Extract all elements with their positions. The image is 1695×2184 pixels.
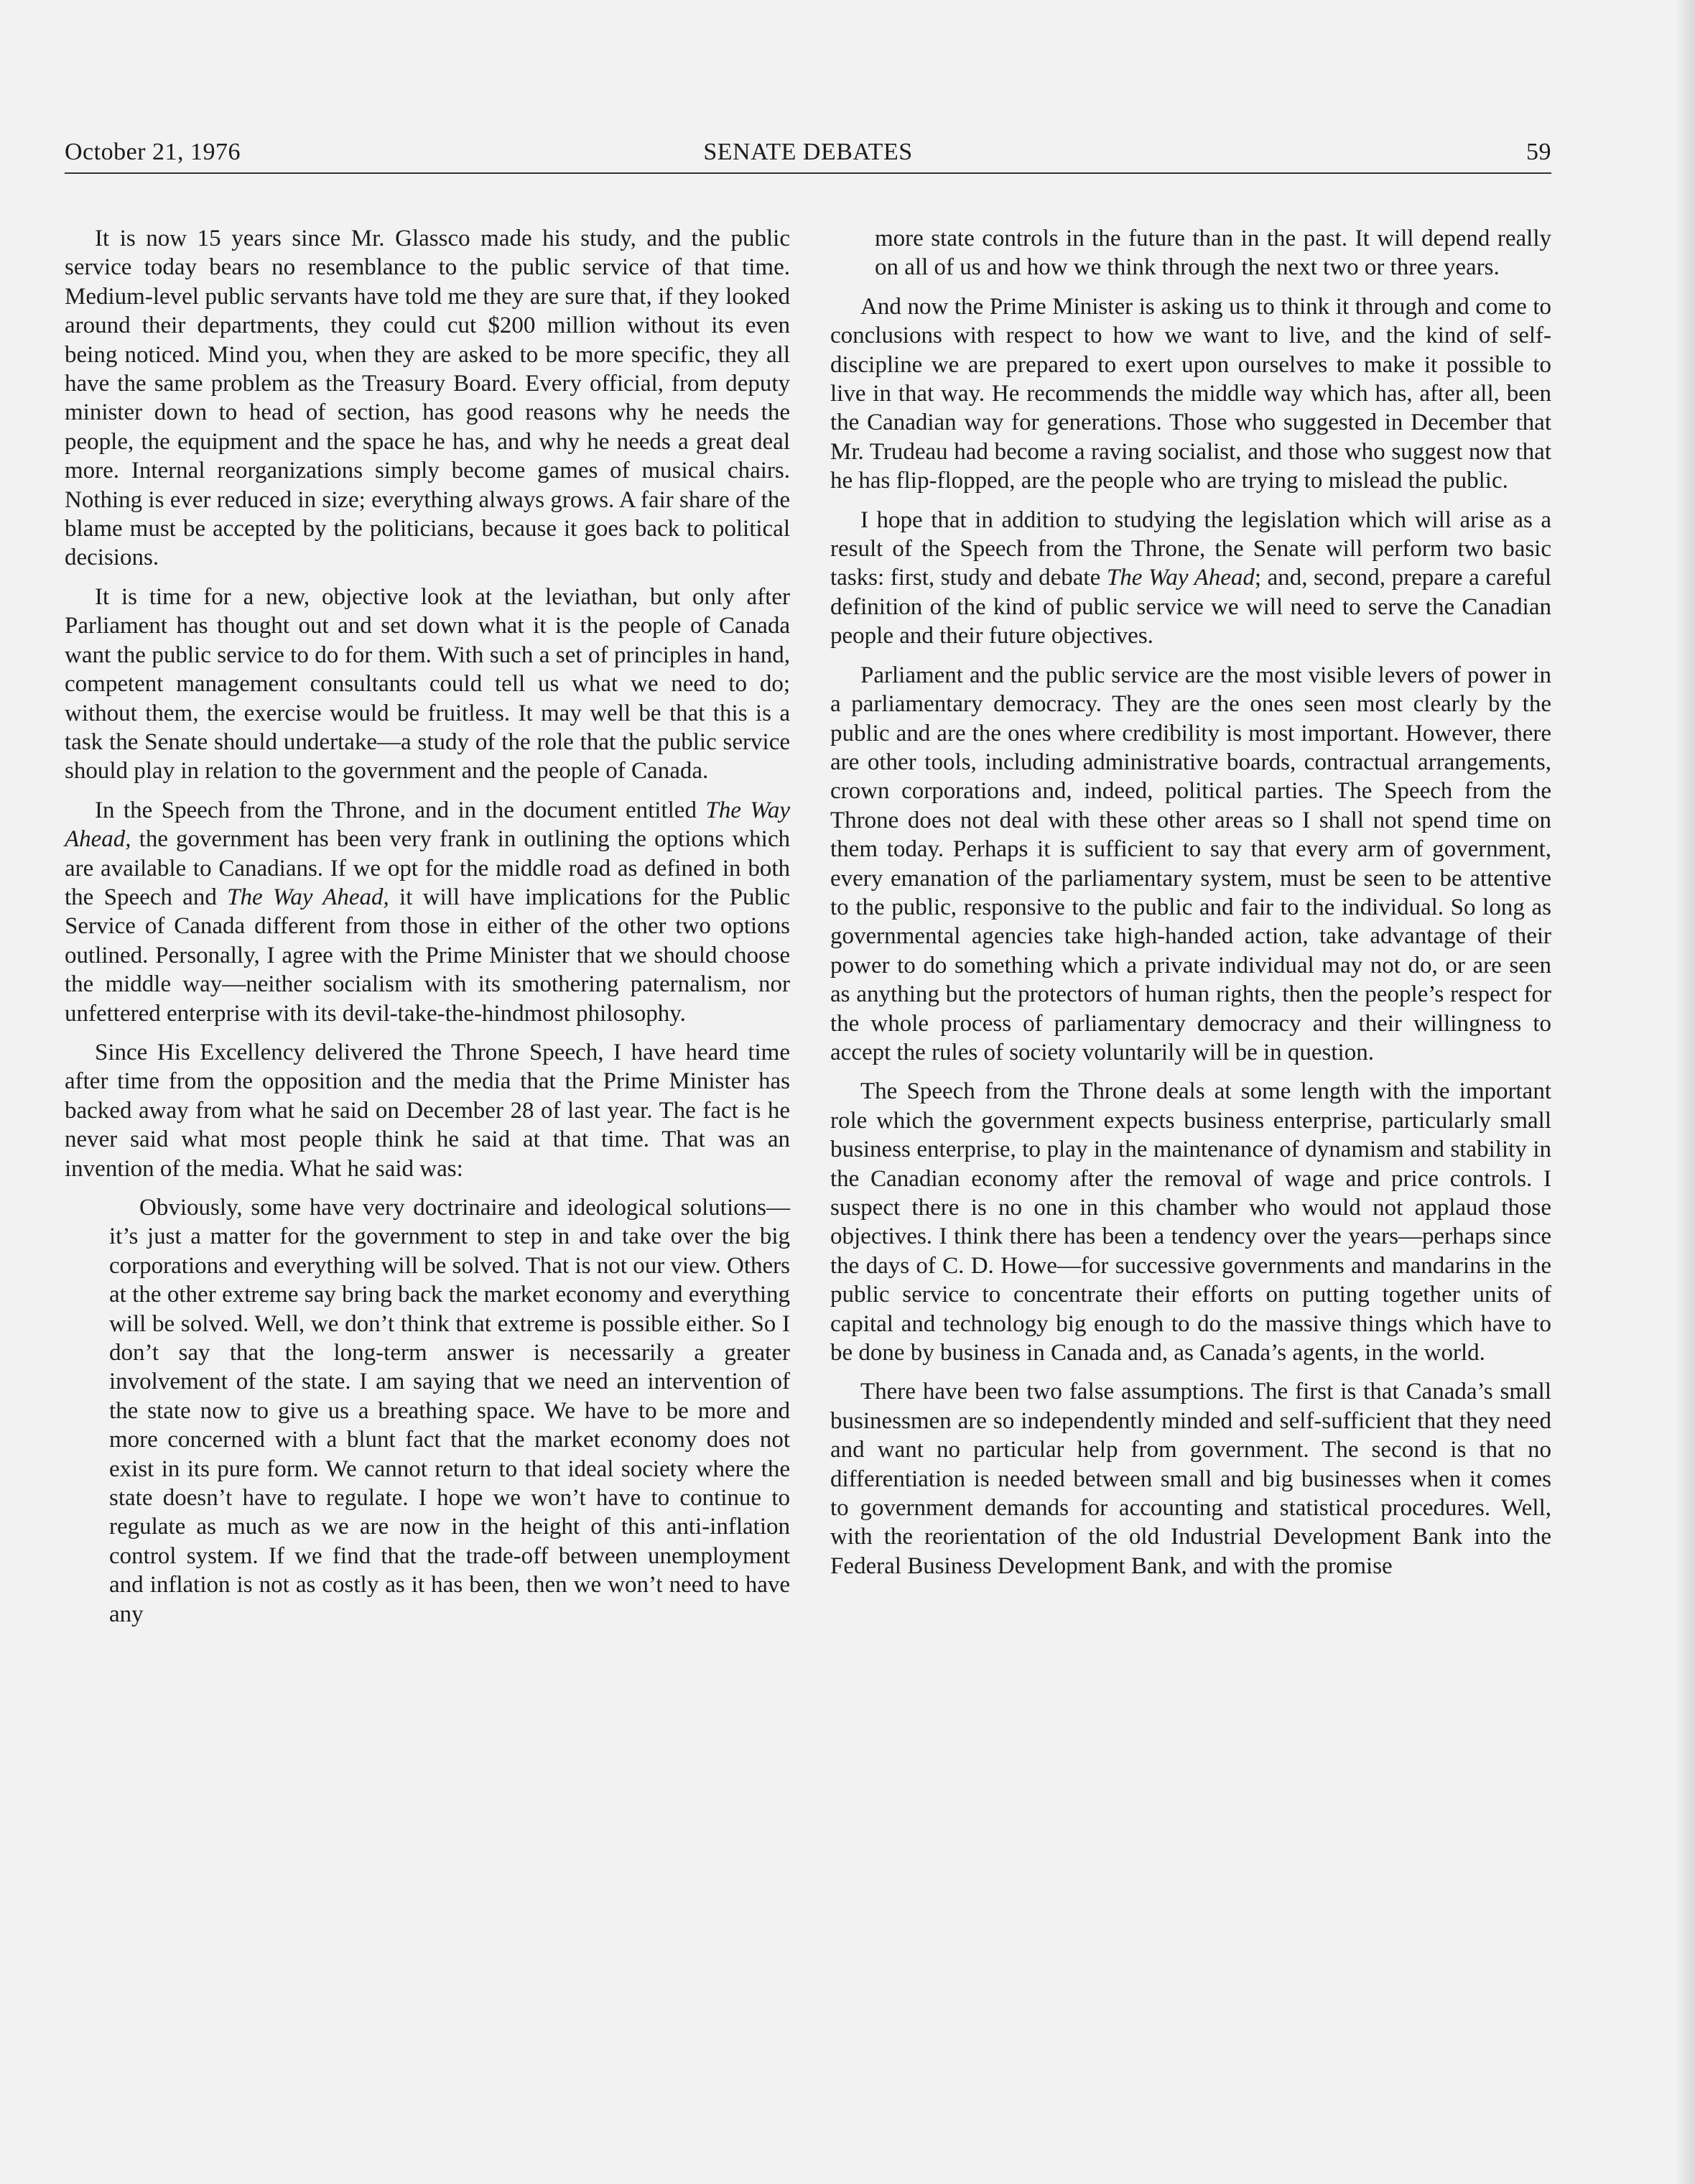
header-date: October 21, 1976 bbox=[65, 139, 241, 165]
paragraph: Parliament and the public service are the most visible levers of power in a parliamentary democracy. They are the ones seen most clearly by the public and are the ones where credibility is most important. However, there are other tools, including administrative boards, contractual arrangements, crown corporations and, indeed, political parties. The Speech from the Throne does not deal with these other areas so I shall not spend time on them today. Perhaps it is sufficient to say that every arm of government, every emanation of the parliamentary system, must be seen to be attentive to the public, responsive to the public and fair to the individual. So long as governmental agencies take high-handed action, take advantage of their power to do something which a private individual may not do, or are seen as anything but the protectors of human rights, then the people’s respect for the whole process of parliamentary democracy and their willingness to accept the rules of society voluntarily will be in question. bbox=[830, 662, 1551, 1065]
paragraph: Since His Excellency delivered the Throne Speech, I have heard time after time from the opposition and the media that the Prime Minister has backed away from what he said on December 28 of last year. The fact is he never said what most people think he said at that time. That was an invention of the media. What he said was: bbox=[65, 1039, 790, 1182]
paragraph bbox=[65, 796, 790, 1028]
paragraph: The Speech from the Throne deals at some length with the important role which the government expects business enterprise, particularly small business enterprise, to play in the maintenance of dynamism and stability in the Canadian economy after the removal of wage and price controls. I suspect there is no one in this chamber who would not applaud those objectives. I think there has been a tendency over the years—perhaps since the days of C. D. Howe—for successive governments and mandarins in the public service to concentrate their efforts on putting together units of capital and technology big enough to do the massive things which have to be done by business in Canada and, as Canada’s agents, in the world. bbox=[830, 1078, 1551, 1366]
paragraph bbox=[830, 506, 1551, 651]
paragraph-text: it will have implications for the Public Service of Canada different from those in either of the other two options outlined. Personally, I agree with the Prime Minister that we should choose the middle way—neither socialism with its smothering paternalism, nor unfettered enterprise with its devil-take-the-hindmost philosophy. bbox=[65, 884, 790, 1027]
left-column bbox=[65, 224, 790, 1639]
paragraph-text: the government has been very frank in outlining the options which are available to Canadians. If we opt for the middle road as defined in both the Speech and bbox=[65, 826, 790, 910]
paragraph-text: ; and, second, prepare a careful definition of the kind of public service we will need to serve the Canadian people and their future objectives. bbox=[830, 565, 1552, 649]
paragraph: It is time for a new, objective look at the leviathan, but only after Parliament has thought out and set down what it is the people of Canada want the public service to do for them. With such a set of principles in hand, competent management consultants could tell us what we need to do; without them, the exercise would be fruitless. It may well be that this is a task the Senate should undertake—a study of the role that the public service should play in relation to the government and the people of Canada. bbox=[65, 583, 790, 785]
paragraph: There have been two false assumptions. The first is that Canada’s small businessmen are so independently minded and self-sufficient that they need and want no particular help from government. The second is that no differentiation is needed between small and big businesses when it comes to government demands for accounting and statistical procedures. Well, with the reorientation of the old Industrial Development Bank into the Federal Business Development Bank, and with the promise bbox=[830, 1379, 1551, 1579]
right-column bbox=[830, 224, 1551, 1591]
paragraph: And now the Prime Minister is asking us to think it through and come to conclusions with respect to how we want to live, and the kind of self-discipline we are prepared to exert upon ourselves to make it possible to live in that way. He recommends the middle way which has, after all, been the Canadian way for generations. Those who suggested in December that Mr. Trudeau had become a raving socialist, and those who suggest now that he has flip-flopped, are the people who are trying to mislead the public. bbox=[830, 293, 1551, 494]
paragraph: It is now 15 years since Mr. Glassco made his study, and the public service today bears no resemblance to the public service of that time. Medium-level public servants have told me they are sure that, if they looked around their departments, they could cut $200 million without its even being noticed. Mind you, when they are asked to be more specific, they all have the same problem as the Treasury Board. Every official, from deputy minister down to head of section, has good reasons why he needs the people, the equipment and the space he has, and why he needs a great deal more. Internal reorganizations simply become games of musical chairs. Nothing is ever reduced in size; everything always grows. A fair share of the blame must be accepted by the politicians, because it goes back to political decisions. bbox=[65, 226, 790, 571]
document-title: The Way Ahead bbox=[1106, 565, 1255, 591]
paragraph-text: I hope that in addition to studying the legislation which will arise as a result of the Speech from the Throne, the Senate will perform two basic tasks: first, study and debate bbox=[830, 506, 1551, 591]
page-number: 59 bbox=[1526, 139, 1551, 165]
document-title: The Way Ahead, bbox=[227, 884, 389, 910]
document-title: The Way Ahead, bbox=[65, 797, 790, 853]
header-title: SENATE DEBATES bbox=[703, 139, 913, 165]
paragraph-text: In the Speech from the Throne, and in the document entitled bbox=[95, 797, 706, 823]
block-quote: Obviously, some have very doctrinaire and ideological solutions—it’s just a matter for the government to step in and take over the big corporations and everything will be solved. That is not our view. Others at the other extreme say bring back the market economy and everything will be solved. Well, we don’t think that extreme is possible either. So I don’t say that the long-term answer is necessarily a greater involvement of the state. I am saying that we need an intervention of the state now to give us a breathing space. We have to be more and more concerned with a blunt fact that the market economy does not exist in its pure form. We cannot return to that ideal society where the state doesn’t have to regulate. I hope we won’t have to continue to regulate as much as we are now in the height of this anti-inflation control system. If we find that the trade-off between unemployment and inflation is not as costly as it has been, then we won’t need to have any bbox=[109, 1195, 790, 1627]
block-quote-continued: more state controls in the future than in the past. It will depend really on all of us and how we think through the next two or three years. bbox=[875, 226, 1551, 281]
page-edge-shadow bbox=[1675, 0, 1695, 2184]
running-header bbox=[65, 135, 1551, 174]
